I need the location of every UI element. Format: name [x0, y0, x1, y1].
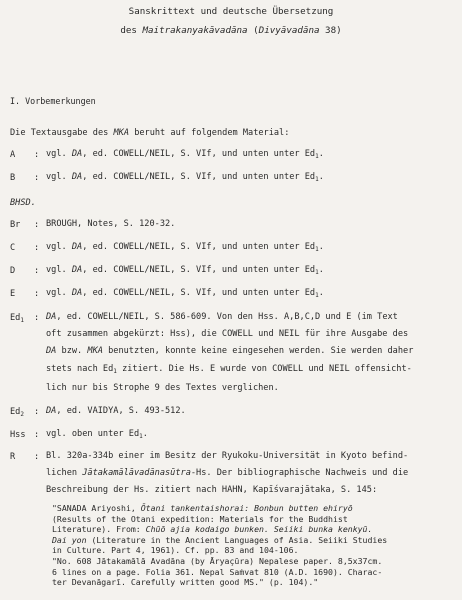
entry-label: Br :	[10, 220, 40, 230]
entry-label: $Ed_1$ :	[10, 313, 40, 324]
entry-text: BROUGH, Notes, S. 120-32.	[46, 219, 176, 229]
title-mka: Maitrakanyakāvadāna	[142, 25, 248, 36]
entry-text: vgl. DA, ed. COWELL/NEIL, S. VIf, und unten unter $Ed_1$.	[46, 288, 324, 299]
entry-label: B :	[10, 173, 40, 183]
entry-text: vgl. DA, ed. COWELL/NEIL, S. VIf, und unten unter $Ed_1$.	[46, 265, 324, 276]
entry-label: D :	[10, 266, 40, 276]
section-heading: I. Vorbemerkungen	[10, 96, 96, 106]
intro-sentence: Die Textausgabe des MKA beruht auf folgendem Material:	[10, 128, 290, 138]
entry-label: C :	[10, 243, 40, 253]
entry-label: R :	[10, 452, 40, 462]
page-title: Sanskrittext und deutsche Übersetzung	[128, 6, 334, 17]
entry-text: vgl. DA, ed. COWELL/NEIL, S. VIf, und unten unter $Ed_1$.	[46, 242, 324, 253]
entry-text: DA, ed. COWELL/NEIL, S. 586-609. Von den Hss. A,B,C,D und E (im Text oft zusammen abgekürzt: Hss), die COWELL und NEIL für ihre Ausgabe des DA bzw. MKA benutzten, konnte keine eingesehen werden. Sie werden daher stets nach $Ed_1$ zitiert. Die Hs. E wurde von COWELL und NEIL offensicht- lich nur bis Strophe 9 des Textes verglichen.	[46, 312, 414, 393]
entry-label: Hss :	[10, 430, 40, 440]
entry-label: A :	[10, 150, 40, 160]
entry-text: vgl. oben unter $Ed_1$.	[46, 429, 148, 440]
citation-block: "SANADA Ariyoshi, Ōtani tankentaishorai: Bonbun butten ehiryō (Results of the Otani expedition: Materials for the Buddhist Literature). From: Chūō ajia kodaigo bunken. Seiiki bunka kenkyū. Dai yon (Literature in the Ancient Languages of Asia. Seiiki Studies in Culture. Part 4, 1961). Cf. pp. 83 and 104-106. "No. 608 Jātakamālā Avadāna (by Āryaçūra) Nepalese paper. 8,5x37cm. 6 lines on a page. Folia 361. Nepal Saṁvat 810 (A.D. 1690). Charac- ter Devanāgarī. Carefully written good MS." (p. 104)."	[52, 503, 388, 588]
entry-label: $Ed_2$ :	[10, 407, 40, 418]
title-divyavadana: Divyāvadāna	[258, 25, 320, 36]
entry-text: DA, ed. VAIDYA, S. 493-512.	[46, 406, 186, 416]
entry-text: vgl. DA, ed. COWELL/NEIL, S. VIf, und unten unter $Ed_1$.	[46, 149, 324, 160]
entry-text: Bl. 320a-334b einer im Besitz der Ryukoku-Universität in Kyoto befind- lichen Jātakamālāvadānasūtra-Hs. Der bibliographische Nachweis und die Beschreibung der Hs. zitiert nach HAHN, Kapīśvarajātaka, S. 145:	[46, 451, 409, 496]
entry-bhsd: BHSD.	[10, 198, 36, 208]
entry-text: vgl. DA, ed. COWELL/NEIL, S. VIf, und unten unter $Ed_1$.	[46, 172, 324, 183]
page-subtitle: des Maitrakanyakāvadāna (Divyāvadāna 38)	[120, 25, 342, 36]
entry-label: E :	[10, 289, 40, 299]
